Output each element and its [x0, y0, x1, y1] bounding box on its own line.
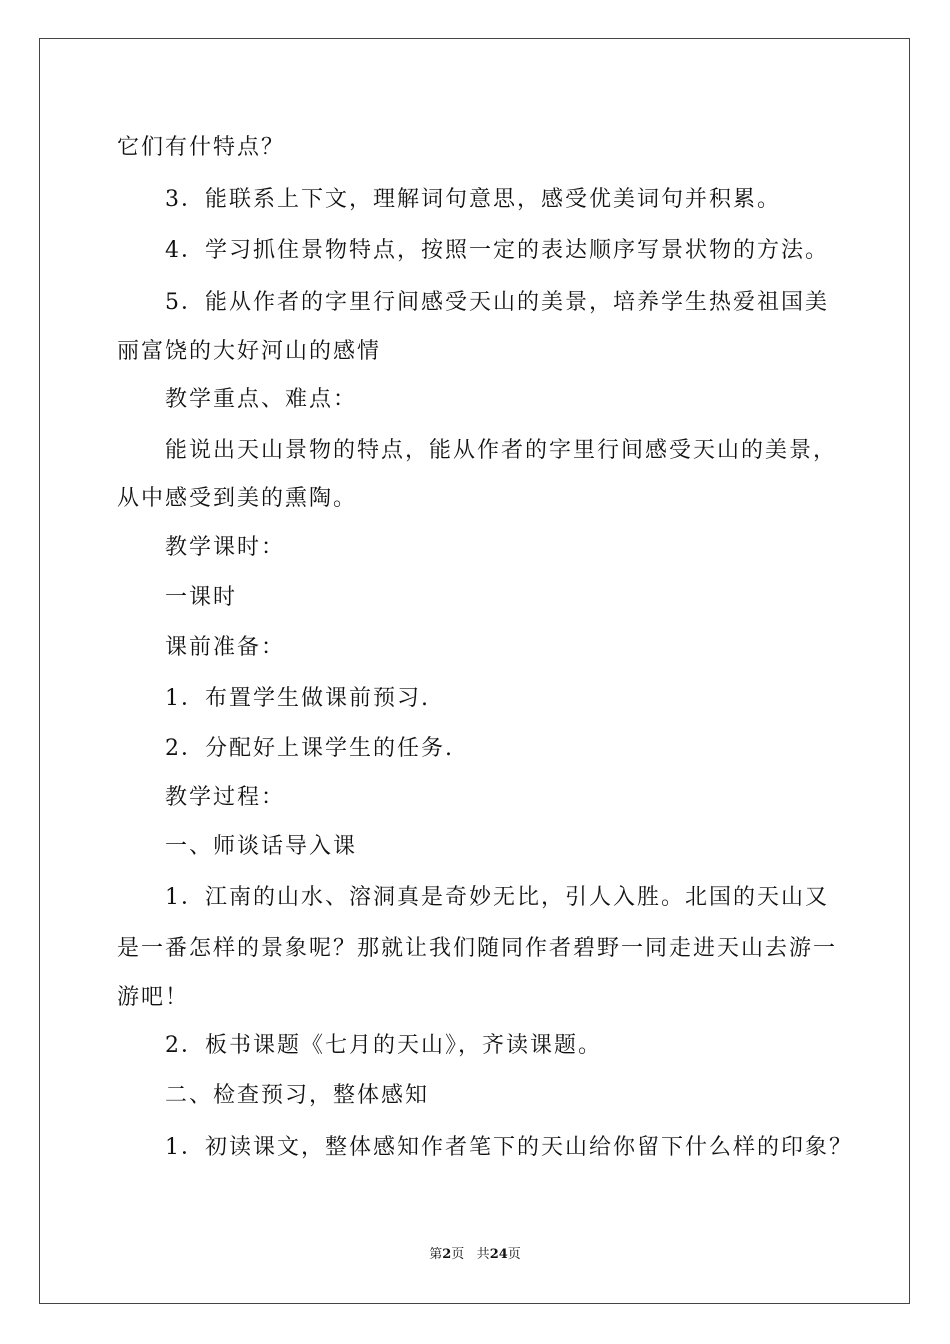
text-line: 3．能联系上下文，理解词句意思，感受优美词句并积累。 [165, 187, 781, 212]
text-line: 是一番怎样的景象呢？那就让我们随同作者碧野一同走进天山去游一 [117, 936, 838, 961]
section-heading: 教学过程： [165, 785, 286, 810]
text-line: 2．板书课题《七月的天山》，齐读课题。 [165, 1033, 602, 1058]
footer-page-prefix: 第 [429, 1247, 443, 1262]
page-border [39, 38, 910, 1304]
text-line: 游吧！ [117, 985, 190, 1010]
section-heading: 课前准备： [165, 635, 286, 660]
text-line: 从中感受到美的熏陶。 [117, 486, 358, 511]
footer-total-prefix: 共 [476, 1247, 490, 1262]
section-heading: 教学重点、难点： [165, 387, 358, 412]
section-heading: 一、师谈话导入课 [165, 834, 358, 859]
footer-total-pages: 24 [489, 1247, 508, 1262]
text-line: 5．能从作者的字里行间感受天山的美景，培养学生热爱祖国美 [165, 290, 829, 315]
text-line: 它们有什特点？ [117, 135, 286, 160]
section-heading: 教学课时： [165, 535, 286, 560]
footer-page-suffix: 页 [451, 1247, 465, 1262]
text-line: 2．分配好上课学生的任务. [165, 736, 454, 761]
text-line: 1．初读课文，整体感知作者笔下的天山给你留下什么样的印象？ [165, 1135, 853, 1160]
footer-total-suffix: 页 [507, 1247, 521, 1262]
section-heading: 二、检查预习，整体感知 [165, 1083, 430, 1108]
page-footer [0, 1246, 950, 1264]
text-line: 1．布置学生做课前预习. [165, 686, 430, 711]
text-line: 能说出天山景物的特点，能从作者的字里行间感受天山的美景， [165, 438, 838, 463]
text-line: 一课时 [165, 585, 238, 610]
footer-page-number: 2 [442, 1247, 452, 1262]
text-line: 1．江南的山水、溶洞真是奇妙无比，引人入胜。北国的天山又 [165, 885, 829, 910]
text-line: 4．学习抓住景物特点，按照一定的表达顺序写景状物的方法。 [165, 238, 829, 263]
text-line: 丽富饶的大好河山的感情 [117, 339, 382, 364]
